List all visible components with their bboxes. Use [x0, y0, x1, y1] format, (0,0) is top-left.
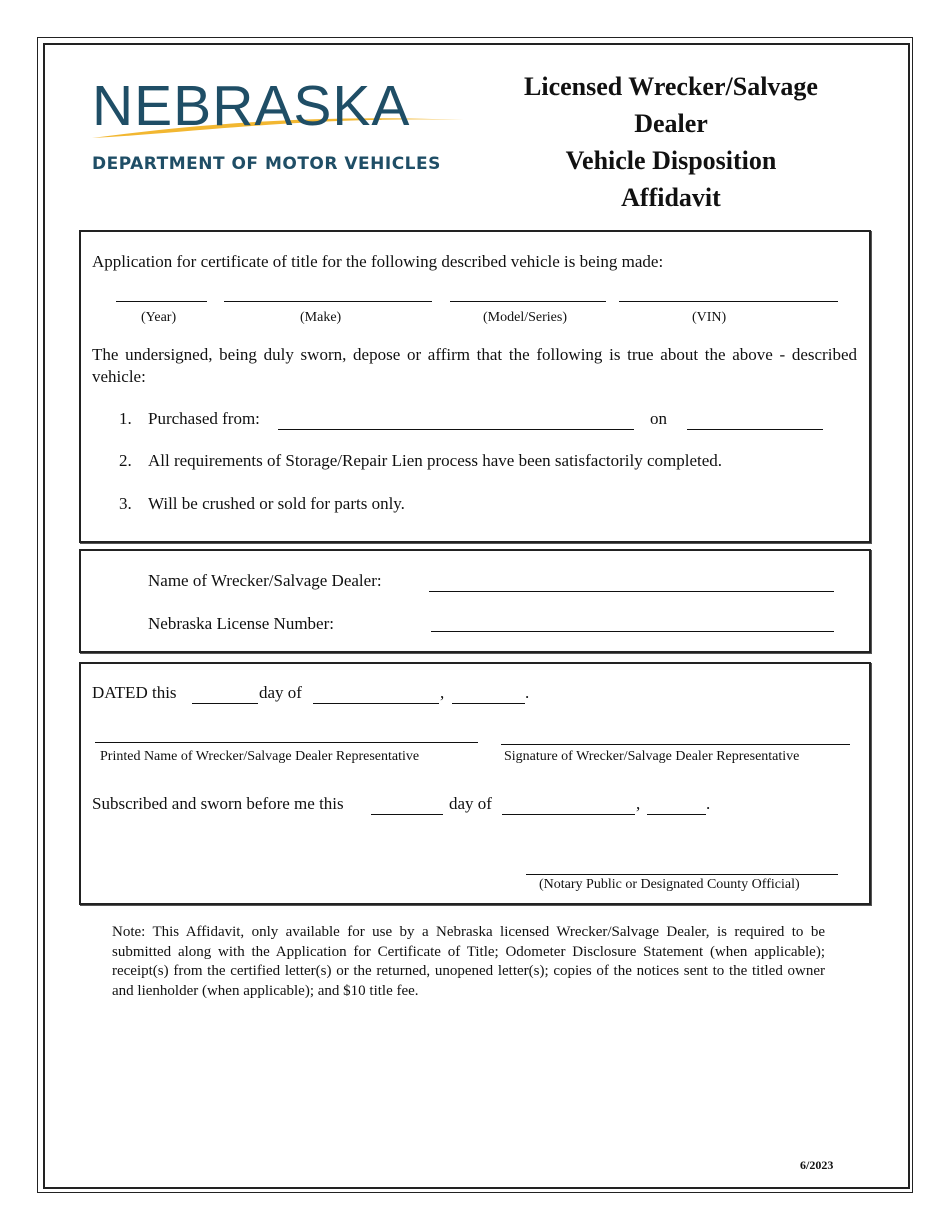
dated-this-label: DATED this: [92, 683, 177, 702]
sworn-month-field[interactable]: [502, 814, 635, 815]
lien-requirements-statement: All requirements of Storage/Repair Lien process have been satisfactorily completed.: [148, 451, 723, 470]
printed-name-label: Printed Name of Wrecker/Salvage Dealer Representative: [100, 749, 420, 764]
signature-label: Signature of Wrecker/Salvage Dealer Representative: [504, 749, 800, 764]
purchase-date-field[interactable]: [687, 429, 823, 430]
year-field[interactable]: [116, 301, 207, 302]
dated-year-field[interactable]: [452, 703, 525, 704]
dealer-name-label: Name of Wrecker/Salvage Dealer:: [148, 571, 382, 590]
license-number-field[interactable]: [431, 631, 834, 632]
signature-field[interactable]: [501, 744, 850, 745]
item-number: 2.: [119, 451, 132, 470]
make-label: (Make): [300, 310, 342, 325]
period: .: [706, 794, 711, 813]
sworn-day-field[interactable]: [371, 814, 443, 815]
vin-label: (VIN): [692, 310, 727, 325]
affidavit-note: Note: This Affidavit, only available for use by a Nebraska licensed Wrecker/Salvage Dealer, is required to be submitted along with the Application for Certificate of Title; Odometer Disclosure Statement (when applicable); receipt(s) from the certified letter(s) or the returned, unopened letter(s); copies of the notices sent to the titled owner and lienholder (when applicable); and $10 title fee.: [112, 924, 825, 999]
logo-wordmark: NEBRASKA: [92, 74, 411, 138]
model-field[interactable]: [450, 301, 606, 302]
on-label: on: [650, 409, 667, 428]
purchased-from-label: Purchased from:: [148, 409, 260, 428]
crushed-statement: Will be crushed or sold for parts only.: [148, 494, 405, 513]
day-of-label: day of: [449, 794, 492, 813]
dated-month-field[interactable]: [313, 703, 439, 704]
make-field[interactable]: [224, 301, 432, 302]
title-line: Dealer: [634, 109, 708, 138]
purchased-from-field[interactable]: [278, 429, 634, 430]
subscribed-label: Subscribed and sworn before me this: [92, 794, 344, 813]
signature-section: [79, 662, 871, 905]
vin-field[interactable]: [619, 301, 838, 302]
license-number-label: Nebraska License Number:: [148, 614, 334, 633]
title-line: Vehicle Disposition: [565, 146, 777, 175]
comma: ,: [440, 683, 445, 702]
dealer-section: [79, 549, 871, 653]
dealer-name-field[interactable]: [429, 591, 834, 592]
form-title: [500, 68, 842, 216]
sworn-year-field[interactable]: [647, 814, 706, 815]
period: .: [525, 683, 530, 702]
vehicle-intro: Application for certificate of title for the following described vehicle is being made:: [92, 252, 664, 271]
dated-day-field[interactable]: [192, 703, 258, 704]
item-number: 1.: [119, 409, 132, 428]
year-label: (Year): [141, 310, 177, 325]
notary-signature-field[interactable]: [526, 874, 838, 875]
title-line: Licensed Wrecker/Salvage: [524, 72, 818, 101]
title-line: Affidavit: [621, 183, 721, 212]
notary-label: (Notary Public or Designated County Official): [539, 877, 800, 892]
model-label: (Model/Series): [483, 310, 567, 325]
item-number: 3.: [119, 494, 132, 513]
revision-date: 6/2023: [800, 1158, 834, 1172]
oath-statement: The undersigned, being duly sworn, depose or affirm that the following is true about the above - described vehicle:: [92, 345, 857, 386]
logo-department: DEPARTMENT OF MOTOR VEHICLES: [92, 154, 441, 174]
comma: ,: [636, 794, 641, 813]
day-of-label: day of: [259, 683, 302, 702]
printed-name-field[interactable]: [95, 742, 478, 743]
